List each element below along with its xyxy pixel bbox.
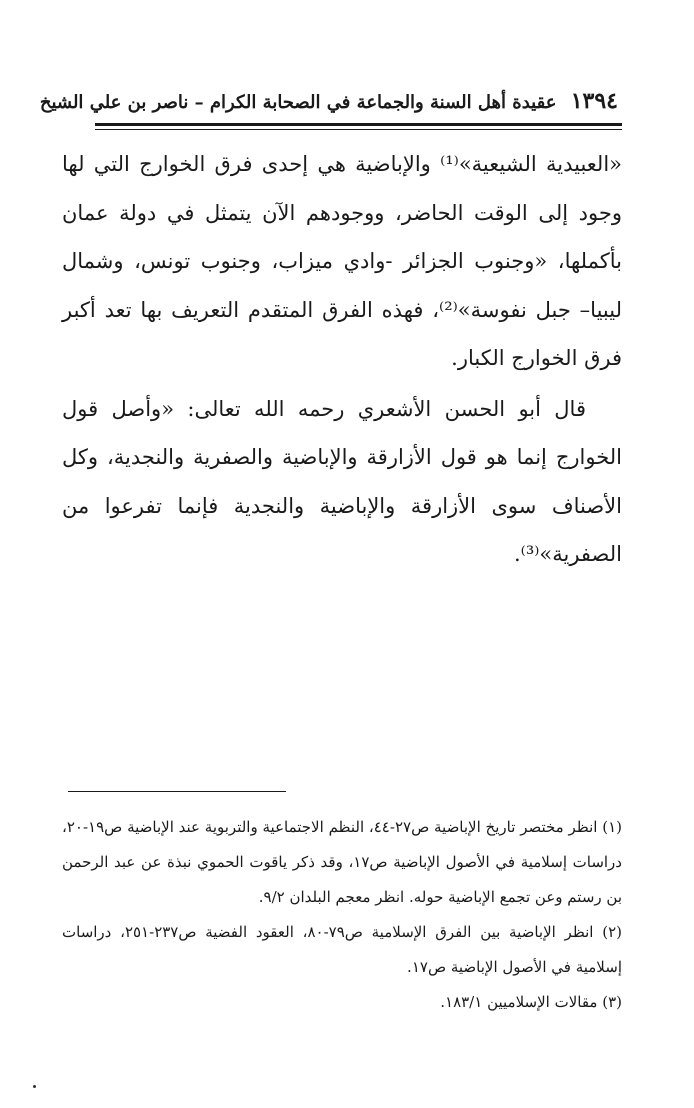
footnote-3: (٣) مقالات الإسلاميين ١٨٣/١. xyxy=(440,993,622,1011)
footnote-2: (٢) انظر الإباضية بين الفرق الإسلامية ص٧٩-٨٠، العقود الفضية ص٢٣٧-٢٥١، دراسات إسلامية في الأصول الإباضية ص١٧. xyxy=(62,923,622,976)
footnote-separator xyxy=(68,791,286,792)
header-rule-thin xyxy=(95,129,622,130)
running-header xyxy=(39,88,618,114)
footnote-1: (١) انظر مختصر تاريخ الإباضية ص٢٧-٤٤، النظم الاجتماعية والتربوية عند الإباضية ص١٩-٢٠، دراسات إسلامية في الأصول الإباضية ص١٧، وقد ذكر ياقوت الحموي نبذة عن عبد الرحمن بن رستم وعن تجمع الإباضية حوله. انظر معجم البلدان ٩/٢. xyxy=(62,818,622,906)
page-number: ١٣٩٤ xyxy=(570,88,618,114)
body-paragraph: «العبيدية الشيعية»⁽¹⁾ والإباضية هي إحدى فرق الخوارج التي لها وجود إلى الوقت الحاضر، ووجودهم الآن يتمثل في دولة عمان بأكملها، «وجنوب الجزائر -وادي ميزاب، وجنوب تونس، وشمال ليبيا– جبل نفوسة»⁽²⁾، فهذه الفرق المتقدم التعريف بها تعد أكبر فرق الخوارج الكبار. xyxy=(62,152,623,370)
book-title: عقيدة أهل السنة والجماعة في الصحابة الكرام – ناصر بن علي الشيخ xyxy=(39,92,557,113)
page-speck xyxy=(33,1085,36,1088)
footnotes xyxy=(62,810,622,1020)
main-text xyxy=(62,140,622,579)
header-rule xyxy=(95,123,622,126)
body-paragraph: قال أبو الحسن الأشعري رحمه الله تعالى: «وأصل قول الخوارج إنما هو قول الأزارقة والإباضية والصفرية والنجدية، وكل الأصناف سوى الأزارقة والإباضية والنجدية فإنما تفرعوا من الصفرية»⁽³⁾. xyxy=(62,396,622,566)
